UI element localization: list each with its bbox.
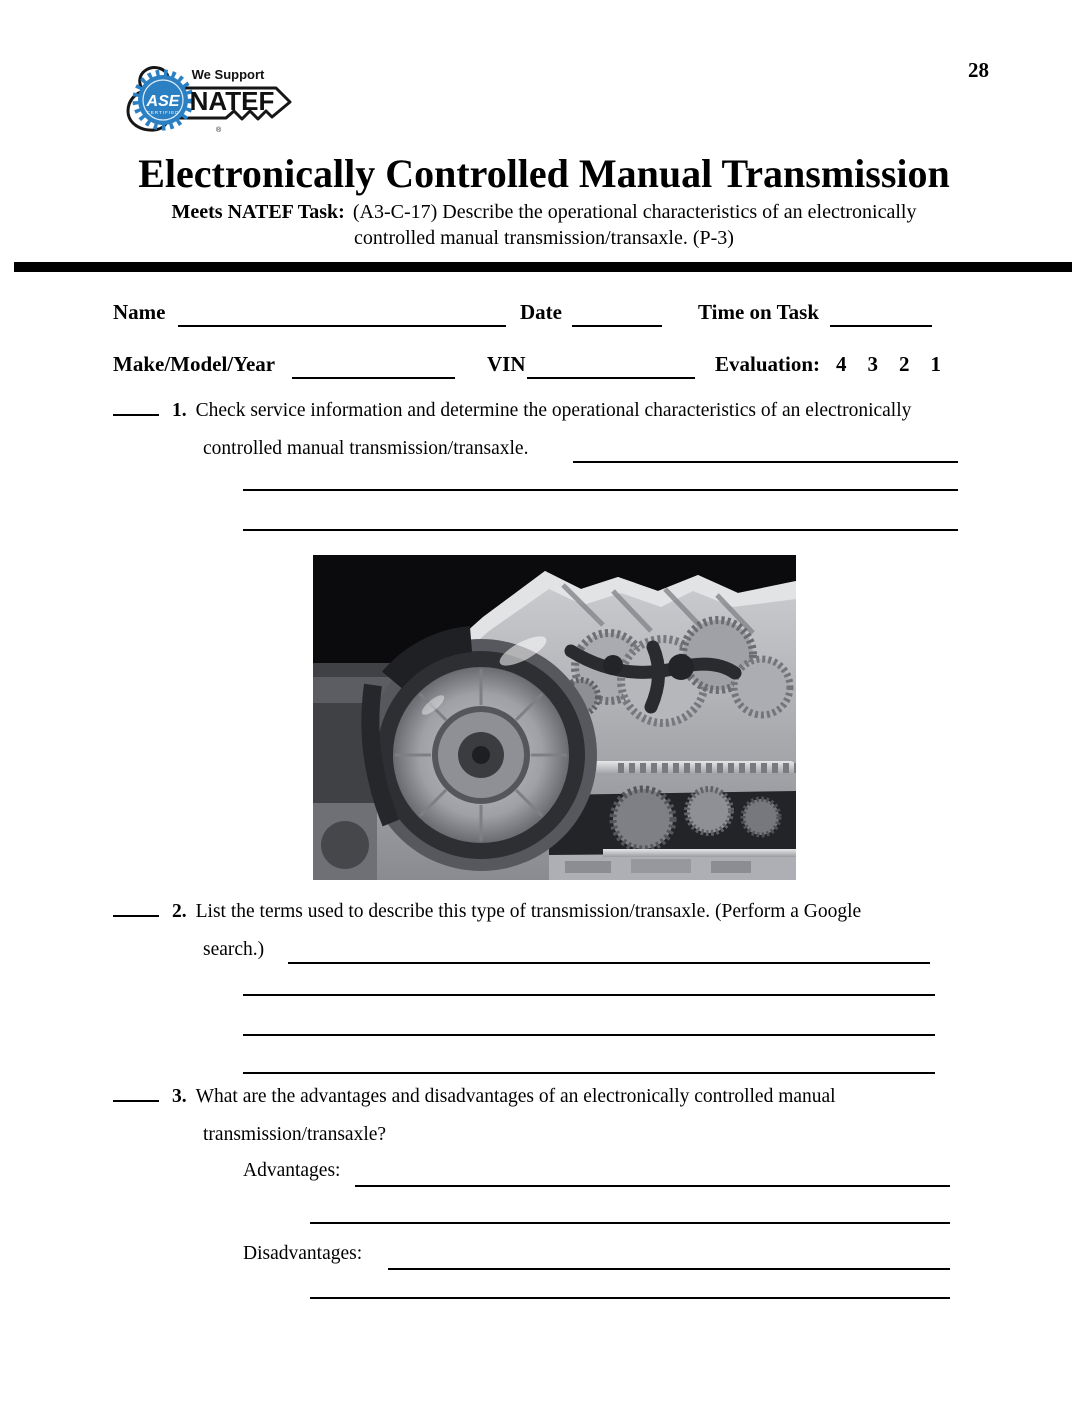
advantages-label: Advantages: — [243, 1160, 341, 1181]
task-2-check-blank[interactable] — [113, 905, 159, 917]
task-2-number: 2. — [172, 901, 187, 922]
evaluation-scale — [836, 352, 941, 377]
task-2-text-line1: List the terms used to describe this type of transmission/transaxle. (Perform a Google — [195, 901, 862, 922]
task-1-number: 1. — [172, 400, 187, 421]
date-field-label: Date — [520, 300, 562, 324]
make-model-year-label: Make/Model/Year — [113, 352, 276, 376]
header-divider — [14, 262, 1072, 272]
disadvantages-blank-1[interactable] — [388, 1268, 950, 1270]
natef-key-logo — [116, 58, 296, 144]
page-number: 28 — [968, 58, 989, 82]
disadvantages-label: Disadvantages: — [243, 1243, 363, 1264]
task-3-line1 — [113, 1086, 836, 1108]
disadvantages-blank-2[interactable] — [310, 1297, 950, 1299]
task-3-check-blank[interactable] — [113, 1090, 159, 1102]
time-on-task-blank[interactable] — [830, 325, 932, 327]
task-2-answer-blank-3[interactable] — [243, 1034, 935, 1036]
advantages-blank-2[interactable] — [310, 1222, 950, 1224]
make-model-year-blank[interactable] — [292, 377, 455, 379]
ase-certified-text: CERTIFIED — [146, 110, 180, 115]
task-2-line1 — [113, 901, 861, 923]
evaluation-score-3[interactable]: 3 — [867, 352, 878, 376]
task-1-answer-blank-2[interactable] — [243, 489, 958, 491]
task-1-text-line1: Check service information and determine the operational characteristics of an electronically — [195, 400, 912, 421]
we-support-text: We Support — [191, 67, 265, 82]
vin-blank[interactable] — [527, 377, 695, 379]
task-3-text-line2: transmission/transaxle? — [203, 1124, 387, 1145]
natef-task-label: Meets NATEF Task: — [171, 201, 345, 223]
evaluation-label: Evaluation: — [715, 352, 821, 376]
task-2-text-line2: search.) — [203, 939, 265, 960]
evaluation-score-1[interactable]: 1 — [930, 352, 941, 376]
task-2-answer-blank-2[interactable] — [243, 994, 935, 996]
evaluation-score-4[interactable]: 4 — [836, 352, 847, 376]
natef-task-line1: Meets NATEF Task: (A3-C-17) Describe the operational characteristics of an electronically — [171, 201, 917, 223]
vin-label: VIN — [487, 352, 526, 376]
task-1-answer-blank-3[interactable] — [243, 529, 958, 531]
advantages-blank-1[interactable] — [355, 1185, 950, 1187]
natef-task-line2: controlled manual transmission/transaxle. (P-3) — [354, 227, 734, 249]
task-1-line1 — [113, 400, 911, 422]
page-title: Electronically Controlled Manual Transmission — [138, 151, 950, 196]
name-field-blank[interactable] — [178, 325, 506, 327]
task-2-answer-blank-4[interactable] — [243, 1072, 935, 1074]
task-1-check-blank[interactable] — [113, 404, 159, 416]
task-1-answer-blank-1[interactable] — [573, 461, 958, 463]
task-3-text-line1: What are the advantages and disadvantages of an electronically controlled manual — [195, 1086, 836, 1107]
natef-text: NATEF — [189, 86, 275, 116]
task-1-text-line2: controlled manual transmission/transaxle. — [203, 438, 529, 459]
ase-text: ASE — [146, 93, 180, 110]
task-2-answer-blank-1[interactable] — [288, 962, 930, 964]
transmission-cutaway-photo — [313, 555, 796, 880]
date-field-blank[interactable] — [572, 325, 662, 327]
evaluation-score-2[interactable]: 2 — [899, 352, 910, 376]
task-3-number: 3. — [172, 1086, 187, 1107]
time-on-task-label: Time on Task — [698, 300, 820, 324]
name-field-label: Name — [113, 300, 166, 324]
registered-mark: ® — [216, 127, 222, 134]
